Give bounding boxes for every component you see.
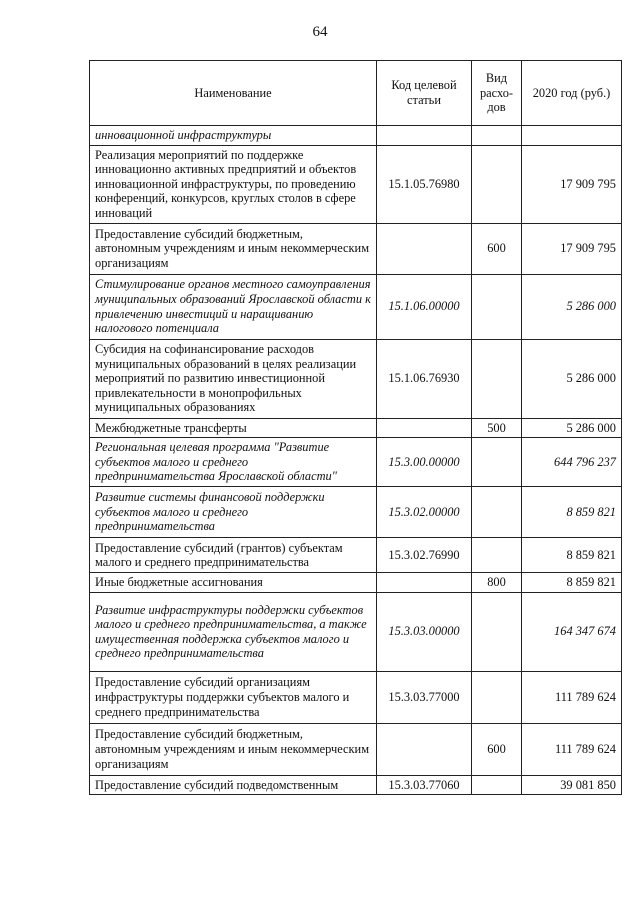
kind-cell — [472, 339, 522, 418]
name-cell: Региональная целевая программа "Развитие субъектов малого и среднего предпринимательства Ярославской области" — [90, 438, 377, 487]
header-code: Код целевой статьи — [377, 61, 472, 126]
sum-cell: 5 286 000 — [522, 418, 622, 438]
kind-cell — [472, 438, 522, 487]
table-row — [90, 573, 622, 593]
table-row — [90, 339, 622, 418]
sum-cell: 164 347 674 — [522, 592, 622, 671]
name-cell: Предоставление субсидий организациям инфраструктуры поддержки субъектов малого и среднего предпринимательства — [90, 671, 377, 723]
code-cell: 15.1.05.76980 — [377, 145, 472, 223]
kind-cell — [472, 671, 522, 723]
name-cell: Иные бюджетные ассигнования — [90, 573, 377, 593]
sum-cell: 5 286 000 — [522, 274, 622, 339]
sum-cell: 111 789 624 — [522, 671, 622, 723]
name-cell: Предоставление субсидий бюджетным, автономным учреждениям и иным некоммерческим организациям — [90, 723, 377, 775]
name-cell: Развитие инфраструктуры поддержки субъектов малого и среднего предпринимательства, а также имущественная поддержка субъектов малого и среднего предпринимательства — [90, 592, 377, 671]
kind-cell — [472, 592, 522, 671]
table-row — [90, 438, 622, 487]
table-row — [90, 671, 622, 723]
sum-cell: 644 796 237 — [522, 438, 622, 487]
kind-cell — [472, 538, 522, 573]
code-cell — [377, 223, 472, 274]
code-cell — [377, 573, 472, 593]
code-cell — [377, 418, 472, 438]
code-cell: 15.3.03.77060 — [377, 775, 472, 795]
table-row — [90, 223, 622, 274]
code-cell: 15.3.00.00000 — [377, 438, 472, 487]
table-row — [90, 723, 622, 775]
table-header-row — [90, 61, 622, 126]
header-name: Наименование — [90, 61, 377, 126]
header-kind: Вид расхо-дов — [472, 61, 522, 126]
code-cell: 15.3.02.00000 — [377, 487, 472, 538]
name-cell: Предоставление субсидий подведомственным — [90, 775, 377, 795]
sum-cell: 39 081 850 — [522, 775, 622, 795]
table-body — [90, 126, 622, 795]
table-row — [90, 592, 622, 671]
name-cell: Субсидия на софинансирование расходов муниципальных образований в целях реализации мероприятий по развитию инвестиционной привлекательности в монопрофильных муниципальных образованиях — [90, 339, 377, 418]
sum-cell — [522, 126, 622, 146]
sum-cell: 17 909 795 — [522, 223, 622, 274]
table-row — [90, 487, 622, 538]
code-cell — [377, 126, 472, 146]
kind-cell — [472, 487, 522, 538]
table-row — [90, 145, 622, 223]
code-cell: 15.1.06.76930 — [377, 339, 472, 418]
kind-cell — [472, 775, 522, 795]
page-number: 64 — [312, 24, 328, 40]
table-row — [90, 775, 622, 795]
kind-cell — [472, 145, 522, 223]
kind-cell: 800 — [472, 573, 522, 593]
table-row — [90, 274, 622, 339]
name-cell: Реализация мероприятий по поддержке инновационно активных предприятий и объектов инновационной инфраструктуры, по проведению конференций, конкурсов, круглых столов в сфере инноваций — [90, 145, 377, 223]
name-cell: Предоставление субсидий бюджетным, автономным учреждениям и иным некоммерческим организациям — [90, 223, 377, 274]
name-cell: Стимулирование органов местного самоуправления муниципальных образований Ярославской области к привлечению инвестиций и наращиванию налогового потенциала — [90, 274, 377, 339]
code-cell: 15.3.03.77000 — [377, 671, 472, 723]
sum-cell: 17 909 795 — [522, 145, 622, 223]
code-cell: 15.3.03.00000 — [377, 592, 472, 671]
sum-cell: 5 286 000 — [522, 339, 622, 418]
kind-cell: 600 — [472, 723, 522, 775]
name-cell: Развитие системы финансовой поддержки субъектов малого и среднего предпринимательства — [90, 487, 377, 538]
code-cell: 15.3.02.76990 — [377, 538, 472, 573]
budget-table — [89, 60, 622, 795]
name-cell: инновационной инфраструктуры — [90, 126, 377, 146]
sum-cell: 8 859 821 — [522, 573, 622, 593]
table-row — [90, 418, 622, 438]
sum-cell: 8 859 821 — [522, 538, 622, 573]
header-sum: 2020 год (руб.) — [522, 61, 622, 126]
sum-cell: 8 859 821 — [522, 487, 622, 538]
code-cell — [377, 723, 472, 775]
table-row — [90, 126, 622, 146]
kind-cell — [472, 126, 522, 146]
code-cell: 15.1.06.00000 — [377, 274, 472, 339]
kind-cell: 500 — [472, 418, 522, 438]
kind-cell — [472, 274, 522, 339]
sum-cell: 111 789 624 — [522, 723, 622, 775]
table-row — [90, 538, 622, 573]
name-cell: Предоставление субсидий (грантов) субъектам малого и среднего предпринимательства — [90, 538, 377, 573]
kind-cell: 600 — [472, 223, 522, 274]
name-cell: Межбюджетные трансферты — [90, 418, 377, 438]
